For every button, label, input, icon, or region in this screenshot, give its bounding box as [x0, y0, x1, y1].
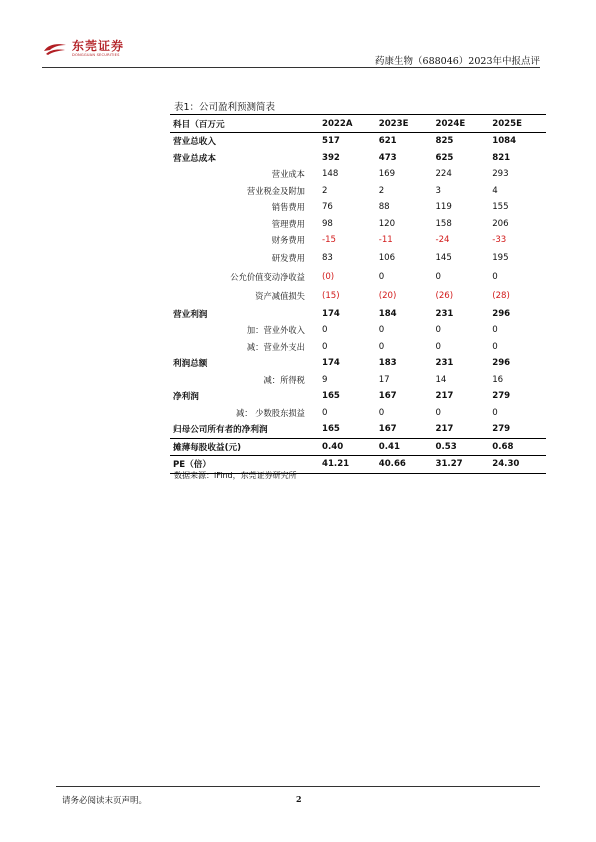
table-cell: 296 [492, 358, 511, 369]
table-cell: 14 [435, 374, 447, 385]
table-cell: 174 [321, 358, 340, 369]
table-cell: 0 [435, 341, 441, 352]
company-logo [42, 40, 124, 58]
table-cell: 155 [492, 202, 509, 213]
table-cell: 169 [378, 169, 396, 180]
row-label: 营业税金及附加 [246, 185, 305, 196]
logo-english-name: DONGGUAN SECURITIES [72, 53, 120, 57]
table-row [170, 287, 546, 306]
table-cell: 88 [378, 202, 390, 213]
row-label: 营业利润 [173, 309, 208, 320]
table-cell: 16 [492, 374, 504, 385]
table-cell: (20) [378, 291, 397, 301]
table-cell: 0 [321, 325, 328, 336]
table-cell: 279 [492, 391, 511, 402]
logo-swoosh-icon [42, 41, 68, 57]
table-cell: 174 [321, 308, 340, 319]
table-cell: 0 [321, 407, 328, 418]
table-cell: -11 [378, 235, 393, 246]
row-label: 营业总成本 [173, 153, 216, 164]
column-header: 科目（百万元 [170, 115, 319, 133]
table-cell: 0.40 [319, 438, 376, 456]
table-cell: 98 [321, 218, 333, 229]
table-cell: (26) [435, 291, 454, 301]
table-cell: 183 [378, 358, 397, 369]
table-cell: 2 [378, 185, 385, 196]
table-cell: 0 [321, 341, 328, 352]
table-cell: 296 [492, 308, 511, 319]
column-header: 2025E [489, 115, 546, 133]
row-label: 归母公司所有者的净利润 [173, 425, 268, 436]
table-cell: 231 [435, 308, 454, 319]
table-cell: 167 [378, 424, 397, 435]
table-cell: 231 [435, 358, 454, 369]
page-number: 2 [296, 794, 302, 804]
table-cell: 821 [492, 152, 511, 163]
table-cell: 1084 [492, 136, 517, 147]
table-cell: 825 [435, 136, 454, 147]
table-cell: 217 [435, 391, 454, 402]
table-cell: 119 [435, 202, 452, 213]
table-cell: 106 [378, 253, 396, 263]
table-row [170, 322, 546, 339]
table-cell: 0.53 [432, 438, 489, 456]
logo-chinese-name: 东莞证券 [72, 39, 125, 53]
table-cell: 217 [435, 424, 454, 435]
table-cell: 0 [378, 341, 385, 352]
row-label: 管理费用 [271, 218, 305, 229]
table-cell: 41.21 [319, 456, 376, 474]
table-caption: 表1：公司盈利预测简表 [174, 102, 276, 113]
row-label: 加：营业外收入 [246, 325, 305, 336]
table-row [170, 405, 546, 422]
table-row [170, 216, 546, 233]
table-cell: -24 [435, 235, 450, 246]
table-cell: 0 [492, 341, 498, 352]
table-cell: 158 [435, 218, 452, 229]
table-cell: 145 [435, 253, 452, 263]
table-row [170, 133, 546, 150]
table-cell: 167 [378, 391, 397, 402]
table-cell: 2 [321, 185, 328, 196]
table-row [170, 150, 546, 167]
column-header: 2022A [319, 115, 376, 133]
table-cell: 184 [378, 308, 397, 319]
table-row [170, 199, 546, 216]
row-label: 净利润 [173, 392, 199, 403]
table-header-row [170, 115, 546, 133]
row-label: 减：营业外支出 [246, 341, 305, 352]
table-row [170, 372, 546, 389]
table-row [170, 166, 546, 183]
table-cell: 0 [435, 407, 441, 418]
table-row [170, 421, 546, 438]
data-source-note: 数据来源：iFind，东莞证券研究所 [174, 471, 297, 480]
table-row [170, 355, 546, 372]
table-row [170, 388, 546, 405]
row-label: 减：所得税 [263, 374, 305, 385]
table-cell: 0 [492, 407, 498, 418]
table-cell: 17 [378, 374, 390, 385]
table-cell: 0.41 [376, 438, 433, 456]
table-cell: 9 [321, 374, 328, 385]
table-cell: 76 [321, 202, 333, 213]
table-cell: 206 [492, 218, 509, 229]
table-cell: 83 [321, 253, 333, 263]
table-row [170, 232, 546, 249]
column-header: 2023E [376, 115, 433, 133]
table-cell: 0 [435, 272, 441, 282]
row-label: 公允价值变动净收益 [230, 272, 305, 282]
row-label: 利润总额 [173, 359, 208, 370]
row-label: 摊薄每股收益(元) [170, 438, 319, 456]
column-header: 2024E [432, 115, 489, 133]
table-cell: 31.27 [432, 456, 489, 474]
row-label: 营业成本 [271, 169, 305, 180]
table-cell: (15) [321, 291, 340, 301]
table-cell: -15 [321, 235, 337, 246]
table-cell: 165 [321, 424, 340, 435]
table-row [170, 306, 546, 323]
row-label: 销售费用 [271, 202, 305, 213]
header-divider [42, 67, 540, 68]
table-cell: 279 [492, 424, 511, 435]
table-cell: 120 [378, 218, 396, 229]
table-cell: 165 [321, 391, 340, 402]
table-cell: 0.68 [489, 438, 546, 456]
table-row [170, 249, 546, 268]
table-cell: 195 [492, 253, 509, 263]
table-cell: 293 [492, 169, 509, 180]
table-cell: 473 [378, 152, 397, 163]
table-cell: 0 [492, 272, 498, 282]
table-cell: (0) [321, 272, 335, 282]
footer-divider [56, 786, 540, 787]
table-cell: 392 [321, 152, 340, 163]
row-label: 营业总收入 [173, 137, 216, 148]
table-row [170, 339, 546, 356]
row-label: 财务费用 [271, 235, 305, 246]
table-cell: 24.30 [489, 456, 546, 474]
table-cell: 0 [378, 272, 385, 282]
table-cell: (28) [492, 291, 510, 301]
row-label: 研发费用 [271, 253, 305, 263]
row-label: PE（倍） [170, 456, 319, 474]
table-row [170, 183, 546, 200]
row-label: 减： 少数股东损益 [235, 407, 305, 418]
disclaimer-note: 请务必阅读末页声明。 [62, 796, 148, 806]
table-cell: 0 [492, 325, 498, 336]
table-cell: 621 [378, 136, 397, 147]
table-cell: 4 [492, 185, 498, 196]
table-cell: 625 [435, 152, 454, 163]
table-cell: 0 [435, 325, 441, 336]
table-cell: -33 [492, 235, 507, 246]
table-cell: 3 [435, 185, 441, 196]
table-cell: 0 [378, 407, 385, 418]
profit-forecast-table [170, 114, 546, 474]
table-cell: 224 [435, 169, 452, 180]
table-cell: 517 [321, 136, 340, 147]
table-row [170, 438, 546, 456]
table-cell: 148 [321, 169, 339, 180]
table-row [170, 268, 546, 287]
table-cell: 0 [378, 325, 385, 336]
table-cell: 40.66 [376, 456, 433, 474]
row-label: 资产减值损失 [255, 291, 305, 301]
report-title: 药康生物（688046）2023年中报点评 [375, 56, 540, 67]
